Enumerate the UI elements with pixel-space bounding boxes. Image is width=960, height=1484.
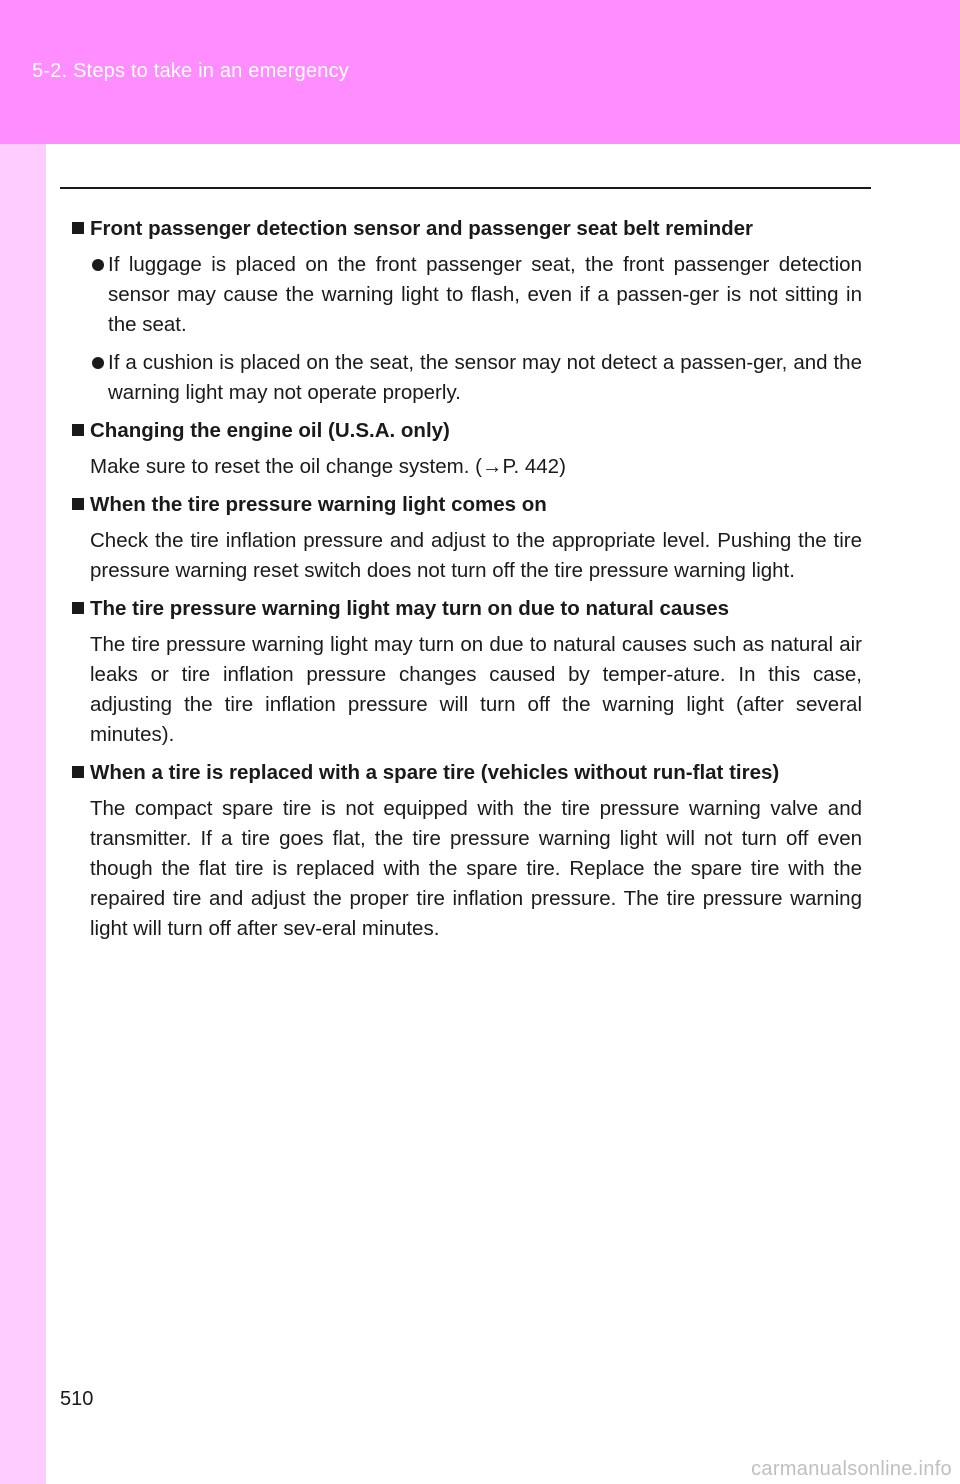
- square-bullet-icon: [72, 602, 84, 614]
- side-strip: [0, 144, 46, 1484]
- section-title: 5-2. Steps to take in an emergency: [32, 60, 349, 82]
- section-heading: When a tire is replaced with a spare tire (vehicles without run-flat tires): [72, 758, 862, 788]
- section-body: Check the tire inflation pressure and adjust to the appropriate level. Pushing the tire pressure warning reset switch does not turn off the tire pressure warning light.: [90, 529, 862, 582]
- section-heading: Front passenger detection sensor and passenger seat belt reminder: [72, 214, 862, 244]
- round-bullet-icon: [92, 259, 104, 271]
- page-header: [0, 0, 960, 144]
- top-rule: [60, 187, 871, 189]
- round-bullet-icon: [92, 357, 104, 369]
- square-bullet-icon: [72, 424, 84, 436]
- list-item: If luggage is placed on the front passenger seat, the front passenger detection sensor may cause the warning light to flash, even if a passen-ger is not sitting in the seat.: [72, 250, 862, 340]
- square-bullet-icon: [72, 498, 84, 510]
- section-body: Make sure to reset the oil change system. (→P. 442): [90, 455, 566, 478]
- page-content: [72, 214, 862, 944]
- square-bullet-icon: [72, 222, 84, 234]
- list-item: If a cushion is placed on the seat, the sensor may not detect a passen-ger, and the warning light may not operate properly.: [72, 348, 862, 408]
- square-bullet-icon: [72, 766, 84, 778]
- section-body: The tire pressure warning light may turn on due to natural causes such as natural air leaks or tire inflation pressure changes caused by temper-ature. In this case, adjusting the tire inflation pressure will turn off the warning light (after several minutes).: [90, 633, 862, 746]
- section-heading: The tire pressure warning light may turn on due to natural causes: [72, 594, 862, 624]
- section-heading: When the tire pressure warning light comes on: [72, 490, 862, 520]
- section-body: The compact spare tire is not equipped with the tire pressure warning valve and transmitter. If a tire goes flat, the tire pressure warning light will not turn off even though the flat tire is replaced with the spare tire. Replace the spare tire with the repaired tire and adjust the proper tire inflation pressure. The tire pressure warning light will turn off after sev-eral minutes.: [90, 797, 862, 940]
- section-heading: Changing the engine oil (U.S.A. only): [72, 416, 862, 446]
- watermark: carmanualsonline.info: [751, 1458, 952, 1480]
- page-number: 510: [60, 1388, 94, 1410]
